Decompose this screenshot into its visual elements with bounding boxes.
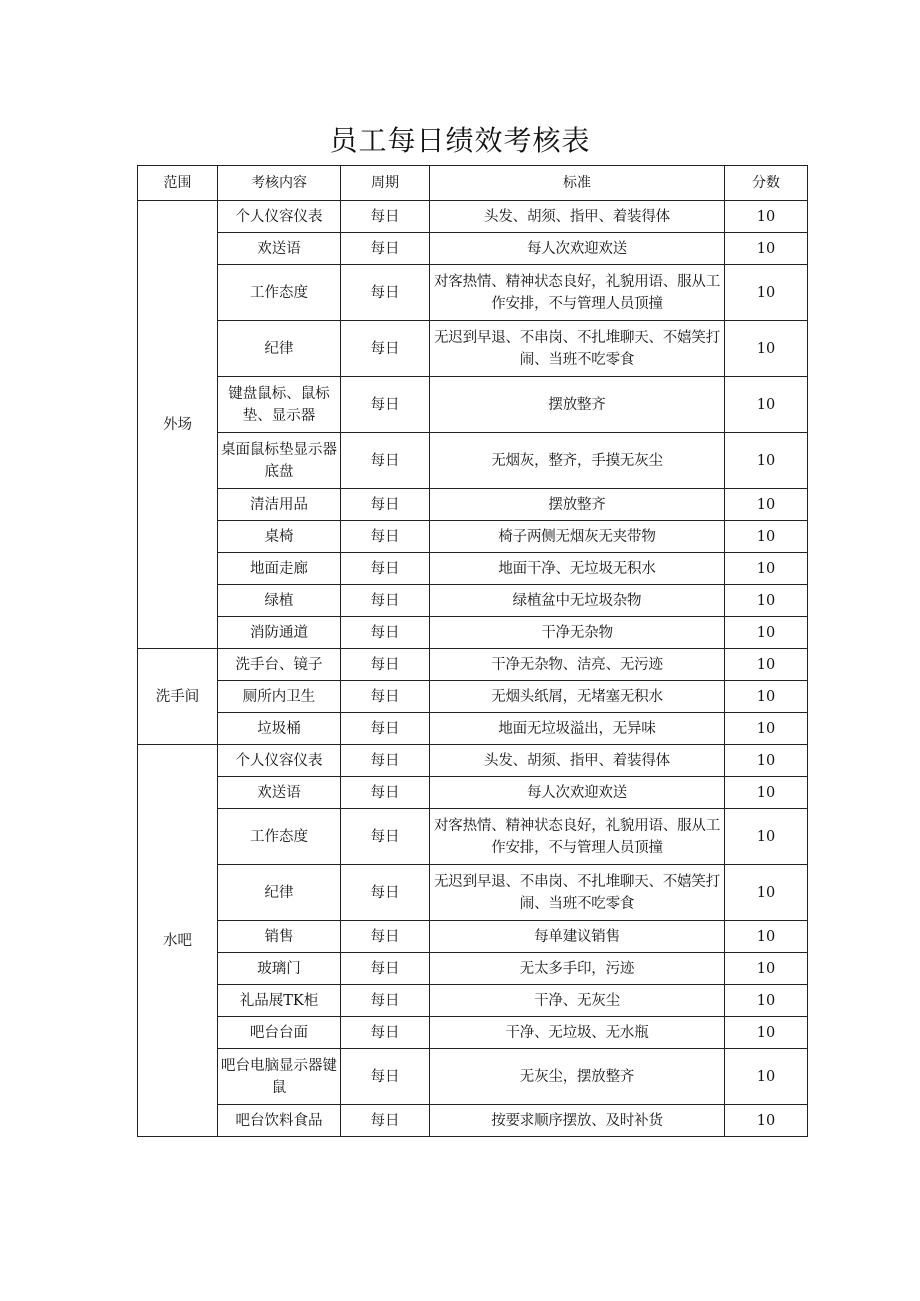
- standard-cell: 对客热情、精神状态良好，礼貌用语、服从工作安排，不与管理人员顶撞: [430, 809, 725, 865]
- cycle-cell: 每日: [341, 321, 430, 377]
- score-cell: 10: [725, 1049, 808, 1105]
- standard-cell: 无太多手印，污迹: [430, 953, 725, 985]
- table-row: [138, 745, 808, 777]
- item-cell: 消防通道: [218, 617, 341, 649]
- standard-cell: 椅子两侧无烟灰无夹带物: [430, 521, 725, 553]
- item-cell: 玻璃门: [218, 953, 341, 985]
- score-cell: 10: [725, 649, 808, 681]
- score-cell: 10: [725, 713, 808, 745]
- item-cell: 个人仪容仪表: [218, 201, 341, 233]
- table-row: [138, 377, 808, 433]
- item-cell: 欢送语: [218, 233, 341, 265]
- header-row: [138, 166, 808, 201]
- cycle-cell: 每日: [341, 617, 430, 649]
- table-row: [138, 953, 808, 985]
- table-row: [138, 809, 808, 865]
- cycle-cell: 每日: [341, 745, 430, 777]
- table-row: [138, 1105, 808, 1137]
- cycle-cell: 每日: [341, 377, 430, 433]
- cycle-cell: 每日: [341, 521, 430, 553]
- table-row: [138, 489, 808, 521]
- header-cycle: 周期: [341, 166, 430, 201]
- cycle-cell: 每日: [341, 777, 430, 809]
- standard-cell: 干净无杂物、洁亮、无污迹: [430, 649, 725, 681]
- item-cell: 地面走廊: [218, 553, 341, 585]
- table-row: [138, 321, 808, 377]
- standard-cell: 干净、无垃圾、无水瓶: [430, 1017, 725, 1049]
- score-cell: 10: [725, 777, 808, 809]
- item-cell: 吧台饮料食品: [218, 1105, 341, 1137]
- cycle-cell: 每日: [341, 553, 430, 585]
- cycle-cell: 每日: [341, 681, 430, 713]
- group-label-water-bar: 水吧: [138, 745, 218, 1137]
- item-cell: 键盘鼠标、鼠标垫、显示器: [218, 377, 341, 433]
- table-row: [138, 777, 808, 809]
- table-row: [138, 433, 808, 489]
- item-cell: 桌面鼠标垫显示器底盘: [218, 433, 341, 489]
- item-cell: 工作态度: [218, 265, 341, 321]
- standard-cell: 摆放整齐: [430, 489, 725, 521]
- standard-cell: 头发、胡须、指甲、着装得体: [430, 201, 725, 233]
- header-score: 分数: [725, 166, 808, 201]
- score-cell: 10: [725, 521, 808, 553]
- cycle-cell: 每日: [341, 713, 430, 745]
- cycle-cell: 每日: [341, 921, 430, 953]
- score-cell: 10: [725, 585, 808, 617]
- standard-cell: 每单建议销售: [430, 921, 725, 953]
- table-row: [138, 553, 808, 585]
- table-row: [138, 985, 808, 1017]
- table-row: [138, 649, 808, 681]
- item-cell: 吧台电脑显示器键鼠: [218, 1049, 341, 1105]
- score-cell: 10: [725, 1017, 808, 1049]
- standard-cell: 绿植盆中无垃圾杂物: [430, 585, 725, 617]
- score-cell: 10: [725, 865, 808, 921]
- header-item: 考核内容: [218, 166, 341, 201]
- score-cell: 10: [725, 377, 808, 433]
- item-cell: 吧台台面: [218, 1017, 341, 1049]
- cycle-cell: 每日: [341, 433, 430, 489]
- cycle-cell: 每日: [341, 1049, 430, 1105]
- table-row: [138, 521, 808, 553]
- standard-cell: 干净无杂物: [430, 617, 725, 649]
- standard-cell: 对客热情、精神状态良好，礼貌用语、服从工作安排，不与管理人员顶撞: [430, 265, 725, 321]
- standard-cell: 无灰尘，摆放整齐: [430, 1049, 725, 1105]
- cycle-cell: 每日: [341, 585, 430, 617]
- assessment-table: [137, 165, 808, 1137]
- standard-cell: 头发、胡须、指甲、着装得体: [430, 745, 725, 777]
- group-label-outfield: 外场: [138, 201, 218, 649]
- score-cell: 10: [725, 985, 808, 1017]
- item-cell: 工作态度: [218, 809, 341, 865]
- standard-cell: 无烟头纸屑，无堵塞无积水: [430, 681, 725, 713]
- score-cell: 10: [725, 489, 808, 521]
- standard-cell: 地面干净、无垃圾无积水: [430, 553, 725, 585]
- table-row: [138, 1017, 808, 1049]
- item-cell: 厕所内卫生: [218, 681, 341, 713]
- score-cell: 10: [725, 201, 808, 233]
- item-cell: 个人仪容仪表: [218, 745, 341, 777]
- table-row: [138, 713, 808, 745]
- score-cell: 10: [725, 681, 808, 713]
- item-cell: 纪律: [218, 865, 341, 921]
- cycle-cell: 每日: [341, 265, 430, 321]
- table-row: [138, 201, 808, 233]
- cycle-cell: 每日: [341, 1017, 430, 1049]
- cycle-cell: 每日: [341, 1105, 430, 1137]
- cycle-cell: 每日: [341, 809, 430, 865]
- item-cell: 欢送语: [218, 777, 341, 809]
- standard-cell: 摆放整齐: [430, 377, 725, 433]
- score-cell: 10: [725, 233, 808, 265]
- cycle-cell: 每日: [341, 233, 430, 265]
- item-cell: 绿植: [218, 585, 341, 617]
- standard-cell: 无迟到早退、不串岗、不扎堆聊天、不嬉笑打闹、当班不吃零食: [430, 865, 725, 921]
- header-range: 范围: [138, 166, 218, 201]
- group-label-restroom: 洗手间: [138, 649, 218, 745]
- score-cell: 10: [725, 265, 808, 321]
- table-row: [138, 585, 808, 617]
- item-cell: 桌椅: [218, 521, 341, 553]
- item-cell: 销售: [218, 921, 341, 953]
- score-cell: 10: [725, 921, 808, 953]
- table-row: [138, 617, 808, 649]
- standard-cell: 无迟到早退、不串岗、不扎堆聊天、不嬉笑打闹、当班不吃零食: [430, 321, 725, 377]
- item-cell: 垃圾桶: [218, 713, 341, 745]
- table-row: [138, 265, 808, 321]
- table-row: [138, 921, 808, 953]
- cycle-cell: 每日: [341, 489, 430, 521]
- table-row: [138, 233, 808, 265]
- score-cell: 10: [725, 617, 808, 649]
- score-cell: 10: [725, 745, 808, 777]
- cycle-cell: 每日: [341, 953, 430, 985]
- item-cell: 洗手台、镜子: [218, 649, 341, 681]
- cycle-cell: 每日: [341, 201, 430, 233]
- item-cell: 清洁用品: [218, 489, 341, 521]
- score-cell: 10: [725, 1105, 808, 1137]
- standard-cell: 干净、无灰尘: [430, 985, 725, 1017]
- score-cell: 10: [725, 953, 808, 985]
- standard-cell: 地面无垃圾溢出，无异味: [430, 713, 725, 745]
- cycle-cell: 每日: [341, 865, 430, 921]
- page-title: 员工每日绩效考核表: [329, 124, 591, 157]
- cycle-cell: 每日: [341, 985, 430, 1017]
- score-cell: 10: [725, 321, 808, 377]
- score-cell: 10: [725, 553, 808, 585]
- standard-cell: 每人次欢迎欢送: [430, 233, 725, 265]
- score-cell: 10: [725, 809, 808, 865]
- standard-cell: 每人次欢迎欢送: [430, 777, 725, 809]
- table-row: [138, 865, 808, 921]
- score-cell: 10: [725, 433, 808, 489]
- header-standard: 标准: [430, 166, 725, 201]
- cycle-cell: 每日: [341, 649, 430, 681]
- item-cell: 纪律: [218, 321, 341, 377]
- standard-cell: 无烟灰，整齐，手摸无灰尘: [430, 433, 725, 489]
- standard-cell: 按要求顺序摆放、及时补货: [430, 1105, 725, 1137]
- table-row: [138, 681, 808, 713]
- table-row: [138, 1049, 808, 1105]
- item-cell: 礼品展TK柜: [218, 985, 341, 1017]
